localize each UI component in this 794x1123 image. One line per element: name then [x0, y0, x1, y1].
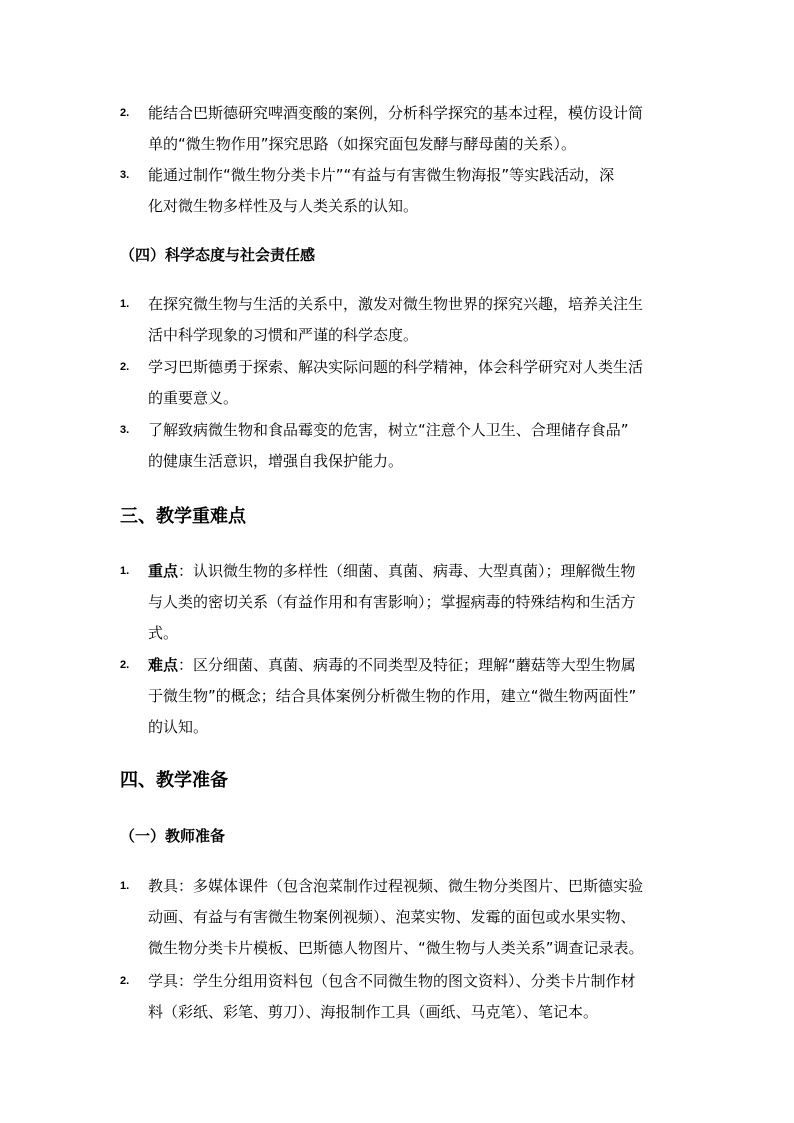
list-text: 了解致病微生物和食品霉变的危害，树立“注意个人卫生、合理储存食品” 的健康生活意识，增强自我保护能力。: [148, 421, 629, 470]
difficulty-label: 难点: [148, 656, 179, 674]
list-number: 3.: [120, 424, 130, 436]
list-number: 2.: [120, 361, 130, 373]
list-text: 在探究微生物与生活的关系中，激发对微生物世界的探究兴趣，培养关注生 活中科学现象的习惯和严谨的科学态度。: [148, 295, 644, 344]
list-text: 学习巴斯德勇于探索、解决实际问题的科学精神，体会科学研究对人类生活 的重要意义。: [148, 358, 644, 407]
list-text: 能通过制作“微生物分类卡片”“有益与有害微生物海报”等实践活动，深 化对微生物多样性及与人类关系的认知。: [148, 166, 615, 215]
list-number: 2.: [120, 659, 130, 671]
subheading: （四）科学态度与社会责任感: [120, 246, 316, 264]
list-number: 1.: [120, 880, 130, 892]
section-heading: 三、教学重难点: [120, 506, 246, 527]
list-number: 1.: [120, 565, 130, 577]
list-text: 重点：认识微生物的多样性（细菌、真菌、病毒、大型真菌）；理解微生物 与人类的密切关系（有益作用和有害影响）；掌握病毒的特殊结构和生活方 式。: [148, 562, 636, 642]
list-text: 难点：区分细菌、真菌、病毒的不同类型及特征；理解“蘑菇等大型生物属 于微生物”的概念；结合具体案例分析微生物的作用，建立“微生物两面性” 的认知。: [148, 656, 637, 736]
list-text: 学具：学生分组用资料包（包含不同微生物的图文资料）、分类卡片制作材 料（彩纸、彩笔、剪刀）、海报制作工具（画纸、马克笔）、笔记本。: [148, 972, 636, 1021]
subheading: （一）教师准备: [120, 827, 226, 845]
key-label: 重点: [148, 562, 179, 580]
list-text: 教具：多媒体课件（包含泡菜制作过程视频、微生物分类图片、巴斯德实验 动画、有益与有害微生物案例视频）、泡菜实物、发霉的面包或水果实物、 微生物分类卡片模板、巴斯德人物图片、“微生物与人类关系”调查记录表。: [148, 877, 644, 957]
section-heading: 四、教学准备: [120, 770, 228, 791]
list-number: 2.: [120, 107, 130, 119]
list-number: 1.: [120, 298, 130, 310]
list-number: 3.: [120, 169, 130, 181]
list-number: 2.: [120, 975, 130, 987]
list-text: 能结合巴斯德研究啤酒变酸的案例，分析科学探究的基本过程，模仿设计简 单的“微生物作用”探究思路（如探究面包发酵与酵母菌的关系）。: [148, 104, 644, 153]
